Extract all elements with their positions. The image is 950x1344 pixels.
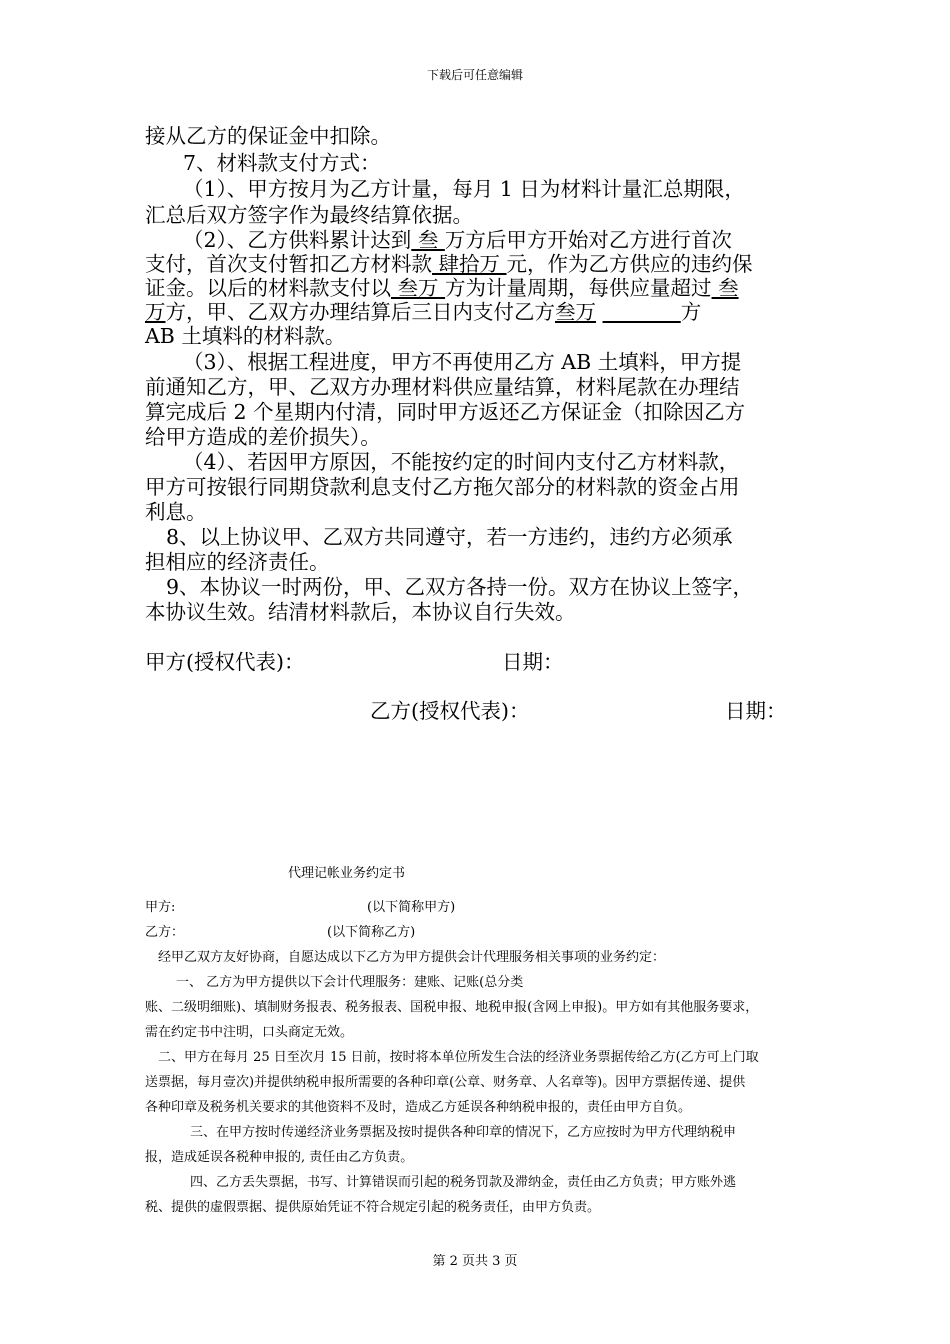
contract-line: [145, 300, 701, 324]
clause-3-line: 三、在甲方按时传递经济业务票据及按时提供各种印章的情况下，乙方应按时为甲方代理纳税申: [190, 1125, 737, 1140]
text-run: （2）、乙方供料累计达到: [183, 228, 412, 252]
contract-line: AB 土填料的材料款。: [145, 324, 346, 348]
underlined-amount: 叁: [411, 228, 445, 252]
underlined-amount: 叁万: [555, 300, 596, 324]
text-run: 万方后甲方开始对乙方进行首次: [444, 228, 732, 252]
contract-line: （3）、根据工程进度，甲方不再使用乙方 AB 土填料，甲方提: [183, 350, 742, 374]
contract-line: 算完成后 2 个星期内付清，同时甲方返还乙方保证金（扣除因乙方: [145, 400, 746, 424]
contract-line: 汇总后双方签字作为最终结算依据。: [145, 203, 473, 227]
text-run: 方，甲、乙双方办理结算后三日内支付乙方: [165, 300, 555, 324]
clause-2-line: 送票据，每月壹次)并提供纳税申报所需要的各种印章(公章、财务章、人名章等)。因甲方票据传递、提供: [145, 1075, 746, 1090]
contract-line: 担相应的经济责任。: [145, 550, 330, 574]
contract-line: （4）、若因甲方原因，不能按约定的时间内支付乙方材料款，: [183, 450, 740, 474]
party-b-signature-label: 乙方(授权代表)：: [370, 699, 530, 723]
text-run: 方: [680, 300, 702, 324]
contract-line: 利息。: [145, 500, 207, 524]
text-run: 证金。以后的材料款支付以: [145, 276, 391, 300]
clause-9: 9、本协议一时两份，甲、乙双方各持一份。双方在协议上签字，: [166, 575, 754, 599]
contract-line: 接从乙方的保证金中扣除。: [145, 124, 391, 148]
clause-4-line: 税、提供的虚假票据、提供原始凭证不符合规定引起的税务责任，由甲方负责。: [145, 1200, 601, 1215]
party-b-date-label: 日期：: [725, 699, 787, 723]
party-a-note: (以下简称甲方): [367, 900, 456, 915]
contract-line: [145, 252, 753, 276]
party-a-label: 甲方:: [145, 900, 176, 915]
page-footer: 第 2 页共 3 页: [432, 1254, 518, 1269]
text-run: 支付，首次支付暂扣乙方材料款: [145, 252, 432, 276]
contract-line: 甲方可按银行同期贷款利息支付乙方拖欠部分的材料款的资金占用: [145, 475, 740, 499]
party-b-label: 乙方：: [145, 925, 185, 940]
clause-8: 8、以上协议甲、乙双方共同遵守，若一方违约，违约方必须承: [166, 525, 733, 549]
clause-4-line: 四、乙方丢失票据，书写、计算错误而引起的税务罚款及滞纳金，责任由乙方负责；甲方账外逃: [190, 1175, 737, 1190]
clause-2-line: 二、甲方在每月 25 日至次月 15 日前，按时将本单位所发生合法的经济业务票据传给乙方(乙方可上门取: [158, 1050, 759, 1065]
text-run: 方为计量周期，每供应量超过: [445, 276, 712, 300]
underlined-amount: 叁万: [391, 276, 446, 300]
contract-line: 给甲方造成的差价损失）。: [145, 425, 381, 449]
underlined-amount: 万: [145, 300, 166, 324]
agreement-intro: 经甲乙双方友好协商，自愿达成以下乙方为甲方提供会计代理服务相关事项的业务约定：: [158, 950, 666, 965]
party-a-signature-label: 甲方(授权代表)：: [145, 650, 305, 674]
contract-line: 前通知乙方，甲、乙双方办理材料供应量结算，材料尾款在办理结: [145, 375, 740, 399]
underlined-amount: 肆拾万: [432, 252, 507, 276]
blank-line: [603, 300, 681, 324]
page-header: 下载后可任意编辑: [426, 68, 523, 82]
text-run: 元，作为乙方供应的违约保: [506, 252, 753, 276]
underlined-amount: 叁: [711, 276, 739, 300]
clause-1-line: 账、二级明细账)、填制财务报表、税务报表、国税申报、地税申报(含网上申报)。甲方如有其他服务要求，: [145, 1000, 759, 1015]
clause-2-line: 各种印章及税务机关要求的其他资料不及时，造成乙方延误各种纳税申报的，责任由甲方自负。: [145, 1100, 692, 1115]
contract-line: （1）、甲方按月为乙方计量，每月 1 日为材料计量汇总期限，: [183, 177, 745, 201]
contract-line: [145, 276, 739, 300]
contract-line: 本协议生效。结清材料款后，本协议自行失效。: [145, 600, 576, 624]
party-b-note: (以下简称乙方): [327, 925, 416, 940]
clause-7-heading: 7、材料款支付方式：: [183, 151, 381, 175]
clause-1-line: 一、 乙方为甲方提供以下会计代理服务：建账、记账(总分类: [176, 975, 524, 990]
clause-3-line: 报，造成延误各税种申报的, 责任由乙方负责。: [145, 1150, 414, 1165]
clause-1-line: 需在约定书中注明，口头商定无效。: [145, 1025, 354, 1040]
party-a-date-label: 日期：: [502, 650, 564, 674]
contract-line: [183, 228, 732, 252]
agreement-title: 代理记帐业务约定书: [288, 866, 406, 881]
